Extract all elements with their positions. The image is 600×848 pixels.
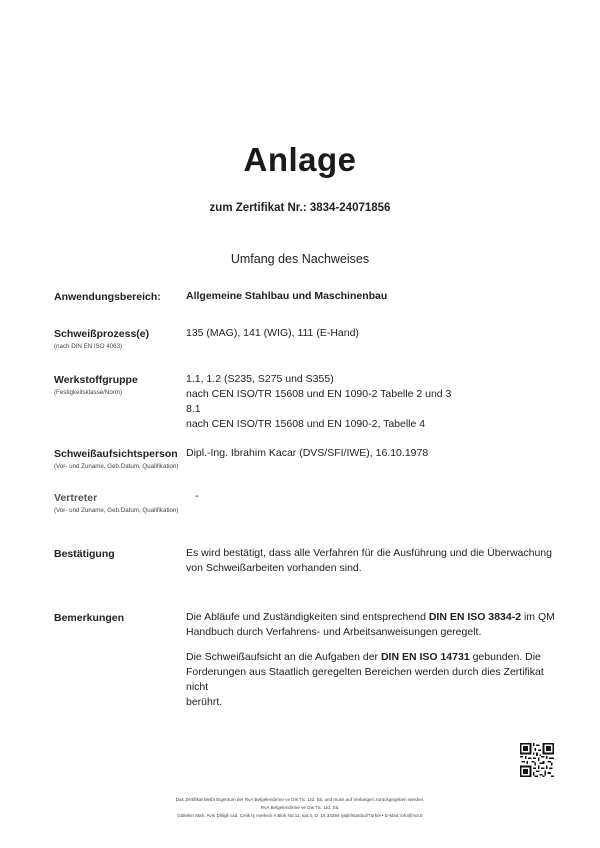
process-sub: (nach DIN EN ISO 4063) [54,343,123,350]
material-line: 1.1, 1.2 (S235, S275 und S355) [186,373,334,385]
remarks-text: gebunden. Die [469,651,541,663]
footer-address: Gültekin Mah. Avni Dilligil cad. Çelik İş merkezi A Blok No:11, kat:4, D: 15 34394 Şişli/İstanbul/Türkei • E-Mail: info@rva.tr [177,813,423,818]
footer-line: RvA Belgelendirme ve Dis Tic. Ltd. Sti. [260,805,340,810]
page-title: Anlage [243,141,357,178]
remarks-line: Handbuch durch Verfahrens- und Arbeitsanweisungen geregelt. [186,626,482,638]
supervisor-label: Schweißaufsichtsperson [54,448,178,460]
application-value: Allgemeine Stahlbau und Maschinenbau [186,290,388,302]
confirmation-label: Bestätigung [54,548,115,560]
remarks-line: berührt. [186,696,223,708]
scope-heading: Umfang des Nachweises [230,252,370,266]
footer-line: Das Zertifikat bleibt Eigentum der RvA Belgelendirme ve Dis Tic. Ltd. Sti. und muss auf Verlangen zurückgegeben werden. [175,797,425,802]
qr-code-icon [520,743,554,777]
remarks-text: Die Abläufe und Zuständigkeiten sind entsprechend [186,611,429,623]
material-sub: (Festigkeitsklasse/Norm) [54,389,123,396]
deputy-label: Vertreter [54,492,98,504]
material-line: 8.1 [186,403,201,415]
process-label: Schweißprozess(e) [54,328,150,340]
supervisor-value: Dipl.-Ing. Ibrahim Kacar (DVS/SFI/IWE), 16.10.1978 [186,447,429,459]
remarks-text: Die Schweißaufsicht an die Aufgaben der [186,651,381,663]
remarks-line [186,610,566,625]
certificate-number: zum Zertifikat Nr.: 3834-24071856 [209,202,391,214]
material-line: nach CEN ISO/TR 15608 und EN 1090-2, Tabelle 4 [186,418,426,430]
remarks-text: im QM [521,611,555,623]
remarks-line: Forderungen aus Staatlich geregelten Bereichen werden durch dies Zertifikat nicht [186,666,544,693]
remarks-label: Bemerkungen [54,612,125,624]
material-line: nach CEN ISO/TR 15608 und EN 1090-2 Tabelle 2 und 3 [186,388,452,400]
deputy-sub: (Vor- und Zuname, Geb.Datum, Qualifikation) [54,507,179,514]
standard-reference: DIN EN ISO 3834-2 [428,611,522,623]
deputy-value: - [195,490,199,502]
material-label: Werkstoffgruppe [54,374,138,386]
application-label: Anwendungsbereich: [54,291,161,303]
remarks-paragraph-1 [186,610,566,640]
remarks-line [186,650,566,665]
supervisor-sub: (Vor- und Zuname, Geb.Datum, Qualifikation) [54,463,179,470]
remarks-paragraph-2 [186,650,566,710]
confirmation-line: Es wird bestätigt, dass alle Verfahren für die Ausführung und die Überwachung [186,547,552,559]
material-values [186,372,451,432]
confirmation-text [186,546,566,576]
process-value: 135 (MAG), 141 (WIG), 111 (E-Hand) [186,327,359,339]
standard-reference: DIN EN ISO 14731 [380,651,470,663]
confirmation-line: von Schweißarbeiten vorhanden sind. [186,562,362,574]
